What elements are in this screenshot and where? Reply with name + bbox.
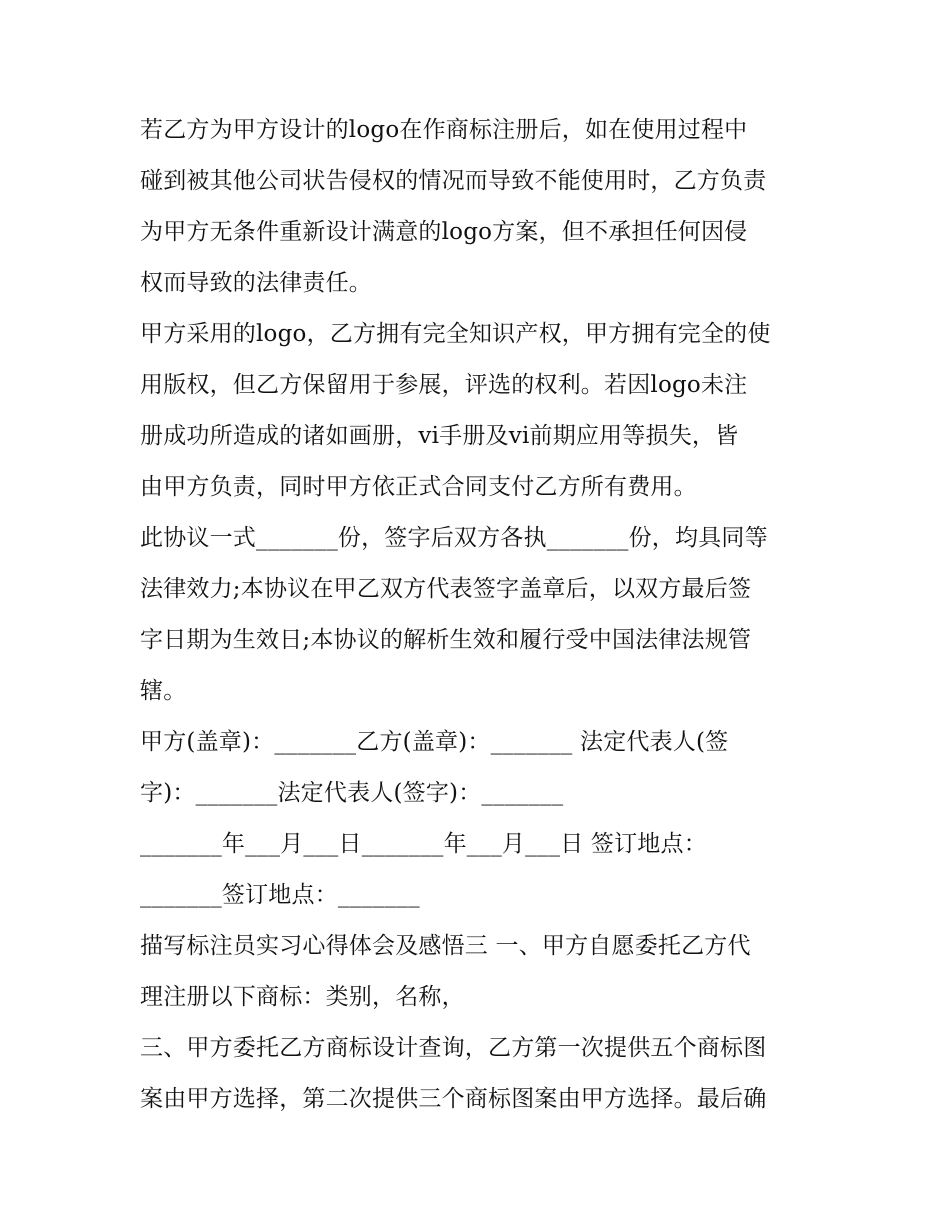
text-line: 辖。 (140, 678, 187, 704)
text-line: 册成功所造成的诸如画册，vi手册及vi前期应用等损失，皆 (140, 423, 739, 449)
text-line: 三、甲方委托乙方商标设计查询，乙方第一次提供五个商标图 (140, 1035, 767, 1061)
text-line: 甲方(盖章)：_______乙方(盖章)：_______ 法定代表人(签 (140, 729, 729, 755)
text-line: 若乙方为甲方设计的logo在作商标注册后，如在使用过程中 (140, 117, 748, 143)
text-line: 权而导致的法律责任。 (140, 270, 372, 296)
text-line: 由甲方负责，同时甲方依正式合同支付乙方所有费用。 (140, 474, 697, 500)
text-line: _______签订地点：_______ (140, 882, 420, 908)
text-line: 用版权，但乙方保留用于参展，评选的权利。若因logo未注 (140, 372, 748, 398)
text-line: 碰到被其他公司状告侵权的情况而导致不能使用时，乙方负责 (140, 168, 767, 194)
text-line: 此协议一式_______份，签字后双方各执_______份，均具同等 (140, 525, 768, 551)
text-line: _______年___月___日_______年___月___日 签订地点： (140, 831, 707, 857)
text-line: 法律效力;本协议在甲乙双方代表签字盖章后，以双方最后签 (140, 576, 752, 602)
text-line: 甲方采用的logo，乙方拥有完全知识产权，甲方拥有完全的使 (140, 321, 771, 347)
text-line: 案由甲方选择，第二次提供三个商标图案由甲方选择。最后确 (140, 1086, 767, 1112)
text-line: 理注册以下商标：类别，名称， (140, 984, 465, 1010)
text-line: 描写标注员实习心得体会及感悟三 一、甲方自愿委托乙方代 (140, 933, 751, 959)
text-line: 为甲方无条件重新设计满意的logo方案，但不承担任何因侵 (140, 219, 748, 245)
text-line: 字)：_______法定代表人(签字)：_______ (140, 780, 564, 806)
text-line: 字日期为生效日;本协议的解析生效和履行受中国法律法规管 (140, 627, 752, 653)
